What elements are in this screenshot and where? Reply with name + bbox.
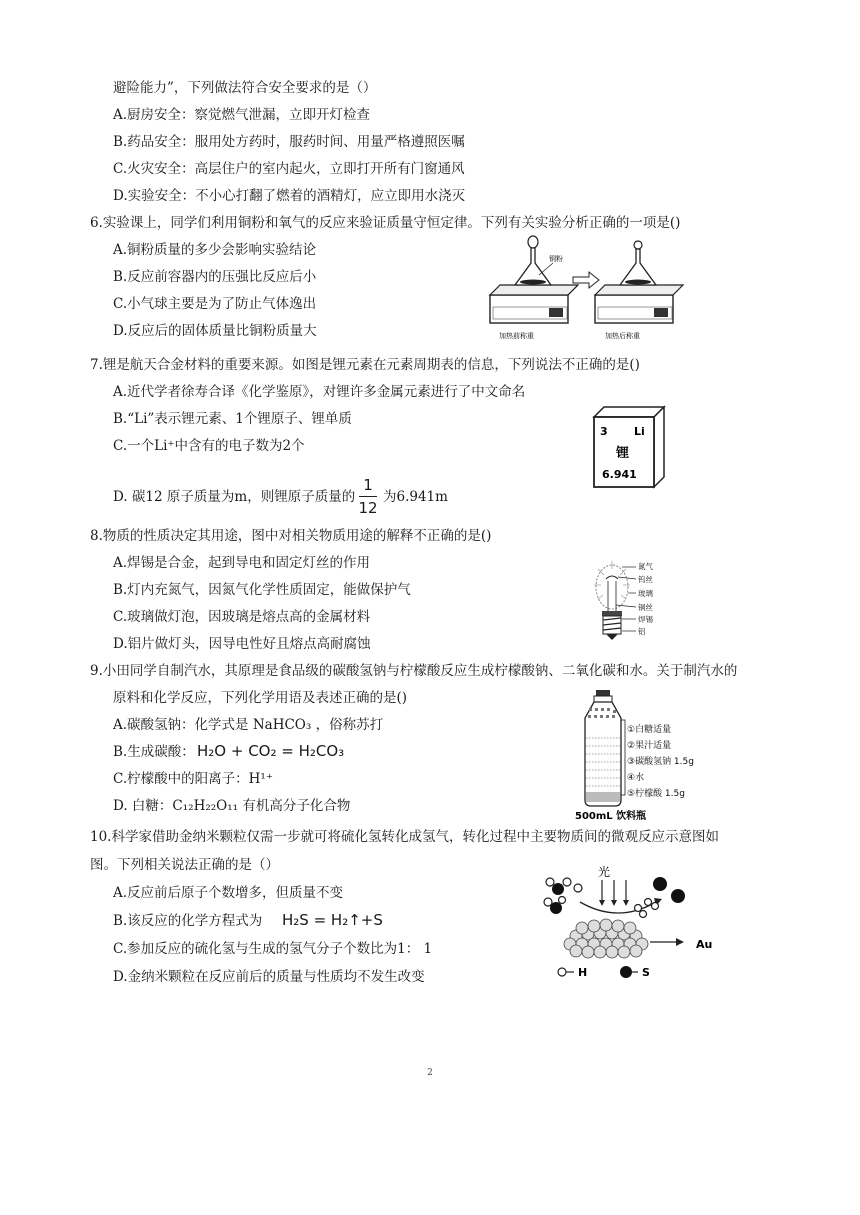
fraction-bar: [359, 496, 377, 497]
q9-stem-line2: 原料和化学反应，下列化学用语及表述正确的是(): [113, 690, 408, 706]
q9-option-b-equation: H₂O + CO₂ = H₂CO₃: [197, 742, 345, 760]
powder-label: 铜粉: [549, 255, 563, 263]
q7-option-d-suffix: 为6.941m: [383, 489, 448, 505]
q8-option-c: C.玻璃做灯泡，因玻璃是熔点高的金属材料: [113, 609, 371, 625]
element-symbol: Li: [634, 425, 645, 438]
q10-option-a: A.反应前后原子个数增多，但质量不变: [113, 885, 344, 901]
gold-label: Au: [696, 938, 713, 951]
label-glass: 玻璃: [638, 589, 653, 598]
q10-option-d: D.金纳米颗粒在反应前后的质量与性质均不发生改变: [113, 969, 425, 985]
q10-option-b-equation: H₂S = H₂↑+S: [282, 911, 383, 929]
q6-stem: 6.实验课上，同学们利用铜粉和氧气的反应来验证质量守恒定律。下列有关实验分析正确的一项是(): [90, 215, 681, 231]
q9-option-b-prefix: B.生成碳酸：: [113, 744, 195, 760]
q6-option-c: C.小气球主要是为了防止气体逸出: [113, 296, 317, 312]
q8-option-d: D.铝片做灯头，因导电性好且熔点高耐腐蚀: [113, 636, 371, 652]
q8-option-a: A.焊锡是合金，起到导电和固定灯丝的作用: [113, 555, 371, 571]
q8-option-b: B.灯内充氮气，因氮气化学性质固定，能做保护气: [113, 582, 411, 598]
soda-bottle-figure: [575, 688, 740, 823]
copper-powder-experiment-figure: [485, 235, 685, 350]
fraction-denominator: 12: [358, 499, 378, 517]
legend-sulfur: S: [642, 966, 650, 979]
ingredient-sugar: ①白糖适量: [627, 725, 672, 735]
q6-option-d: D.反应后的固体质量比铜粉质量大: [113, 323, 317, 339]
q10-option-c: C.参加反应的硫化氢与生成的氢气分子个数比为1： 1: [113, 941, 433, 957]
q7-option-b: B.“Li”表示锂元素、1个锂原子、锂单质: [113, 411, 352, 427]
q10-stem-line1: 10.科学家借助金纳米颗粒仅需一步就可将硫化氢转化成氢气，转化过程中主要物质间的微观反应示意图如: [90, 829, 719, 845]
atomic-mass: 6.941: [602, 468, 637, 481]
label-aluminum: 铝: [638, 627, 646, 636]
hydrogen-sulfide-reaction-figure: [538, 862, 728, 982]
fraction-numerator: 1: [363, 476, 373, 494]
q9-option-d: D. 白糖：C₁₂H₂₂O₁₁ 有机高分子化合物: [113, 798, 351, 814]
q7-option-d-prefix: D. 碳12 原子质量为m，则锂原子质量的: [113, 489, 356, 505]
q7-option-a: A.近代学者徐寿合译《化学鉴原》，对锂许多金属元素进行了中文命名: [113, 384, 526, 400]
q5-option-b: B.药品安全：服用处方药时，服药时间、用量严格遵照医嘱: [113, 134, 465, 150]
q9-option-c: C.柠檬酸中的阳离子：H¹⁺: [113, 771, 273, 787]
ingredient-water: ④水: [627, 773, 645, 783]
label-solder: 焊锡: [638, 615, 653, 624]
q10-option-b-prefix: B.该反应的化学方程式为: [113, 913, 263, 929]
q8-stem: 8.物质的性质决定其用途，图中对相关物质用途的解释不正确的是(): [90, 528, 492, 544]
page-number: 2: [427, 1068, 433, 1078]
q5-option-a: A.厨房安全：察觉燃气泄漏，立即开灯检查: [113, 107, 371, 123]
ingredient-sodium-bicarbonate: ③碳酸氢钠 1.5g: [627, 757, 694, 767]
light-bulb-figure: [588, 555, 673, 647]
label-nitrogen: 氮气: [638, 562, 653, 571]
lithium-element-card: [590, 405, 670, 490]
q9-stem-line1: 9.小田同学自制汽水，其原理是食品级的碳酸氢钠与柠檬酸反应生成柠檬酸钠、二氧化碳和水。关于制汽水的: [90, 663, 738, 679]
label-tungsten-wire: 钨丝: [638, 575, 653, 584]
q5-option-c: C.火灾安全：高层住户的室内起火，立即打开所有门窗通风: [113, 161, 465, 177]
q7-option-c: C.一个Li⁺中含有的电子数为2个: [113, 438, 305, 454]
q9-option-a: A.碳酸氢钠：化学式是 NaHCO₃ ，俗称苏打: [113, 717, 384, 733]
q6-option-a: A.铜粉质量的多少会影响实验结论: [113, 242, 317, 258]
legend-hydrogen: H: [578, 966, 588, 979]
light-label: 光: [598, 865, 611, 879]
bottle-caption: 500mL 饮料瓶: [575, 811, 647, 822]
ingredient-juice: ②果汁适量: [627, 741, 672, 751]
q6-option-b: B.反应前容器内的压强比反应后小: [113, 269, 317, 285]
ingredient-citric-acid: ⑤柠檬酸 1.5g: [627, 789, 685, 799]
before-heating-caption: 加热前称重: [499, 332, 534, 340]
q7-stem: 7.锂是航天合金材料的重要来源。如图是锂元素在元素周期表的信息，下列说法不正确的是(): [90, 357, 640, 373]
element-name: 锂: [616, 446, 630, 461]
label-copper-wire: 铜丝: [638, 603, 653, 612]
q5-stem-continuation: 避险能力”，下列做法符合安全要求的是（）: [113, 80, 377, 96]
atomic-number: 3: [600, 425, 608, 438]
after-heating-caption: 加热后称重: [605, 332, 640, 340]
q5-option-d: D.实验安全：不小心打翻了燃着的酒精灯，应立即用水浇灭: [113, 188, 466, 204]
q10-stem-line2: 图。下列相关说法正确的是（）: [90, 857, 279, 873]
